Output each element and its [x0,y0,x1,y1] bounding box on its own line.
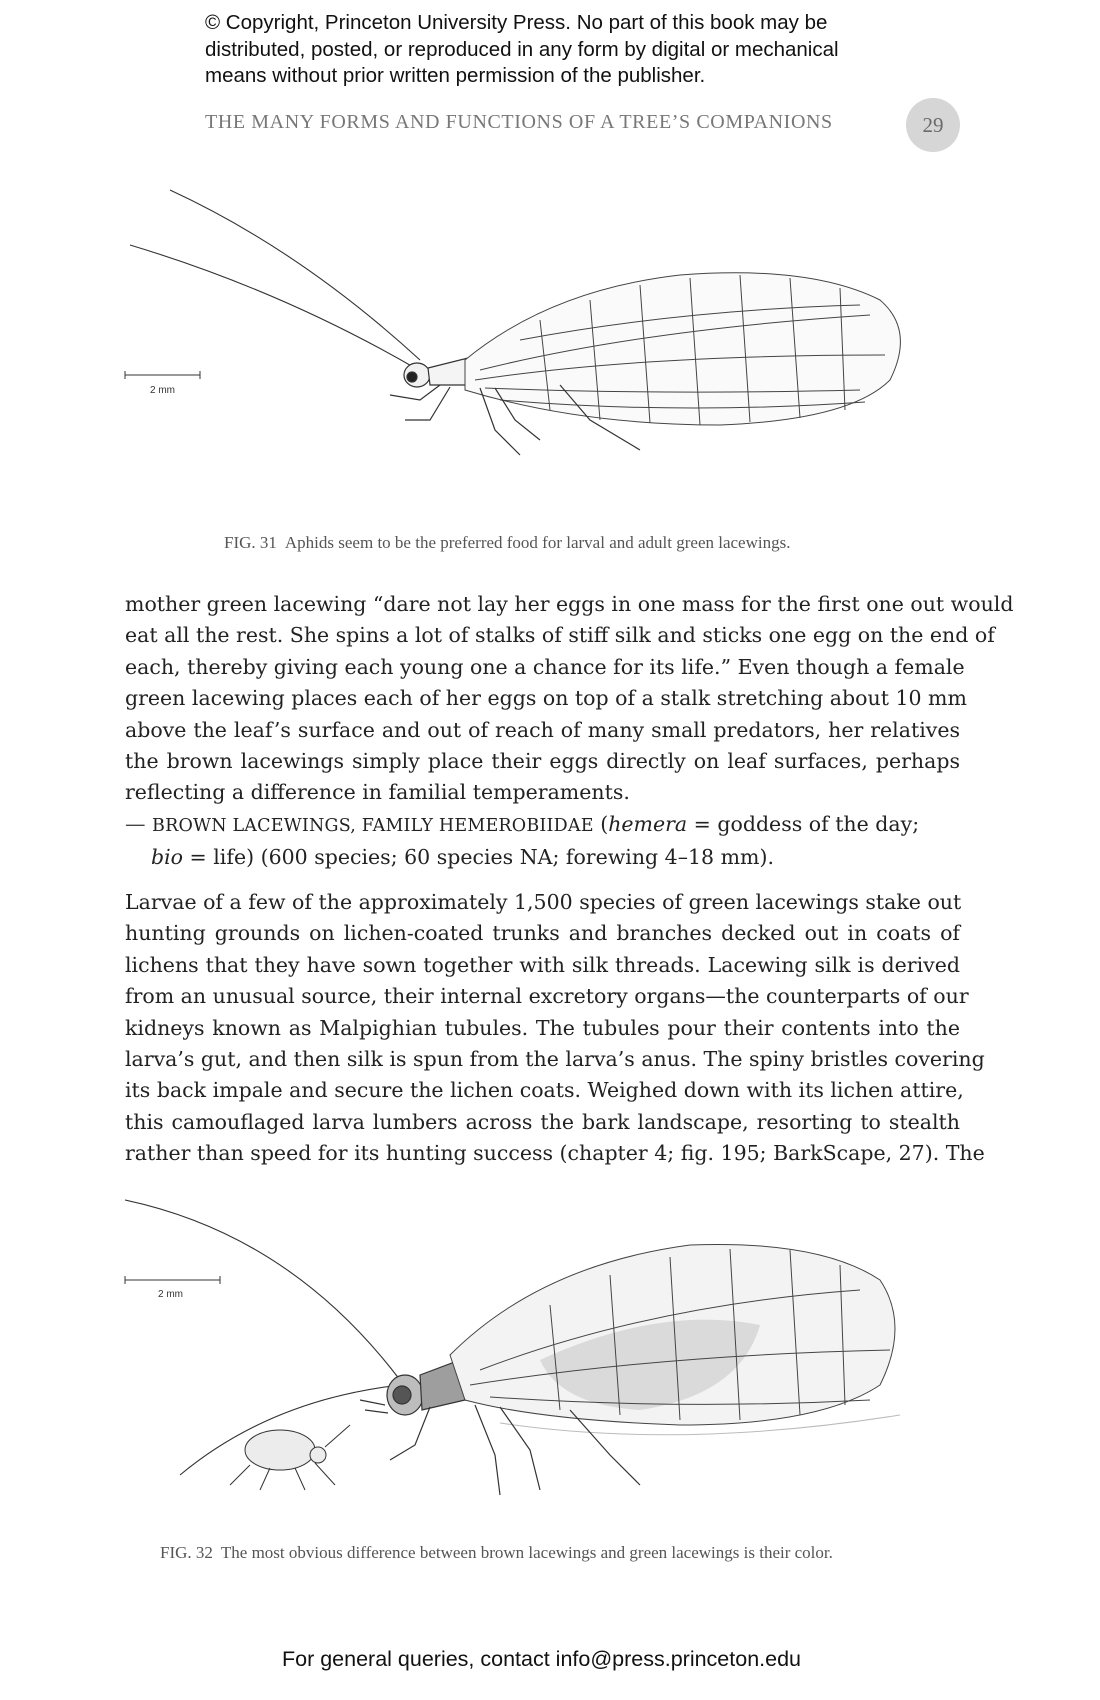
figure-number: FIG. 31 [224,533,277,552]
figure-caption-text: Aphids seem to be the preferred food for larval and adult green lacewings. [284,533,791,552]
family-heading-continued [125,842,960,873]
etymology-term: hemera [608,811,688,836]
species-info: = life) (600 species; 60 species NA; forewing 4–18 mm). [183,845,774,870]
text-line: hunting grounds on lichen-coated trunks and branches decked out in coats of [125,921,960,946]
heading-dash: — [125,811,146,836]
text-line: kidneys known as Malpighian tubules. The tubules pour their contents into the [125,1015,960,1040]
text-line: mother green lacewing “dare not lay her eggs in one mass for the first one out would [125,592,1014,616]
text-line: green lacewing places each of her eggs on top of a stalk stretching about 10 mm [125,686,967,711]
body-paragraph [125,887,985,1170]
text-line: above the leaf’s surface and out of reach of many small predators, her relatives [125,717,960,742]
scale-bar [125,1276,220,1300]
text-line: from an unusual source, their internal excretory organs—the counterparts of our [125,984,969,1009]
copyright-line: © Copyright, Princeton University Press. No part of this book may be [205,11,828,34]
body-paragraph [125,589,1014,874]
text-line: the brown lacewings simply place their eggs directly on leaf surfaces, perhaps [125,749,960,774]
scale-bar [125,371,200,396]
figure-31-caption [224,533,790,553]
copyright-notice [205,10,965,90]
family-name: BROWN LACEWINGS, FAMILY HEMEROBIIDAE [152,815,594,836]
antennae [130,190,420,368]
scale-bar-label: 2 mm [150,385,175,396]
text-line: rather than speed for its hunting success (chapter 4; fig. 195; BarkScape, 27). The [125,1141,985,1166]
text-line: its back impale and secure the lichen coats. Weighed down with its lichen attire, [125,1078,964,1103]
text-line: larva’s gut, and then silk is spun from the larva’s anus. The spiny bristles covering [125,1047,985,1072]
text-line: reflecting a difference in familial temperaments. [125,780,630,805]
aphid [230,1425,350,1490]
lacewing-wings [450,1244,900,1434]
copyright-line: distributed, posted, or reproduced in any form by digital or mechanical [205,37,839,61]
etymology-definition: = goddess of the day; [687,811,920,836]
figure-number: FIG. 32 [160,1543,213,1562]
text-line: eat all the rest. She spins a lot of stalks of stiff silk and sticks one egg on the end of [125,623,995,648]
figure-caption-text: The most obvious difference between brown lacewings and green lacewings is their color. [220,1543,833,1562]
text-line: Larvae of a few of the approximately 1,500 species of green lacewings stake out [125,890,962,914]
etymology-term: bio [151,845,184,870]
footer-contact: For general queries, contact info@press.princeton.edu [282,1647,802,1671]
scale-bar-label: 2 mm [158,1289,183,1300]
figure-32-caption [160,1543,833,1563]
brown-lacewing-illustration [120,1185,980,1515]
family-heading: — BROWN LACEWINGS, FAMILY HEMEROBIIDAE (hemera = goddess of the day; [125,811,920,836]
green-lacewing-illustration [120,180,970,500]
page-number: 29 [906,98,960,152]
lacewing-wings [465,273,900,425]
text-line: each, thereby giving each young one a chance for its life.” Even though a female [125,654,965,679]
running-title: THE MANY FORMS AND FUNCTIONS OF A TREE’S COMPANIONS [205,111,833,133]
copyright-line: means without prior written permission of the publisher. [205,64,706,87]
text-line: lichens that they have sown together with silk threads. Lacewing silk is derived [125,952,960,977]
text-line: this camouflaged larva lumbers across the bark landscape, resorting to stealth [125,1109,960,1134]
